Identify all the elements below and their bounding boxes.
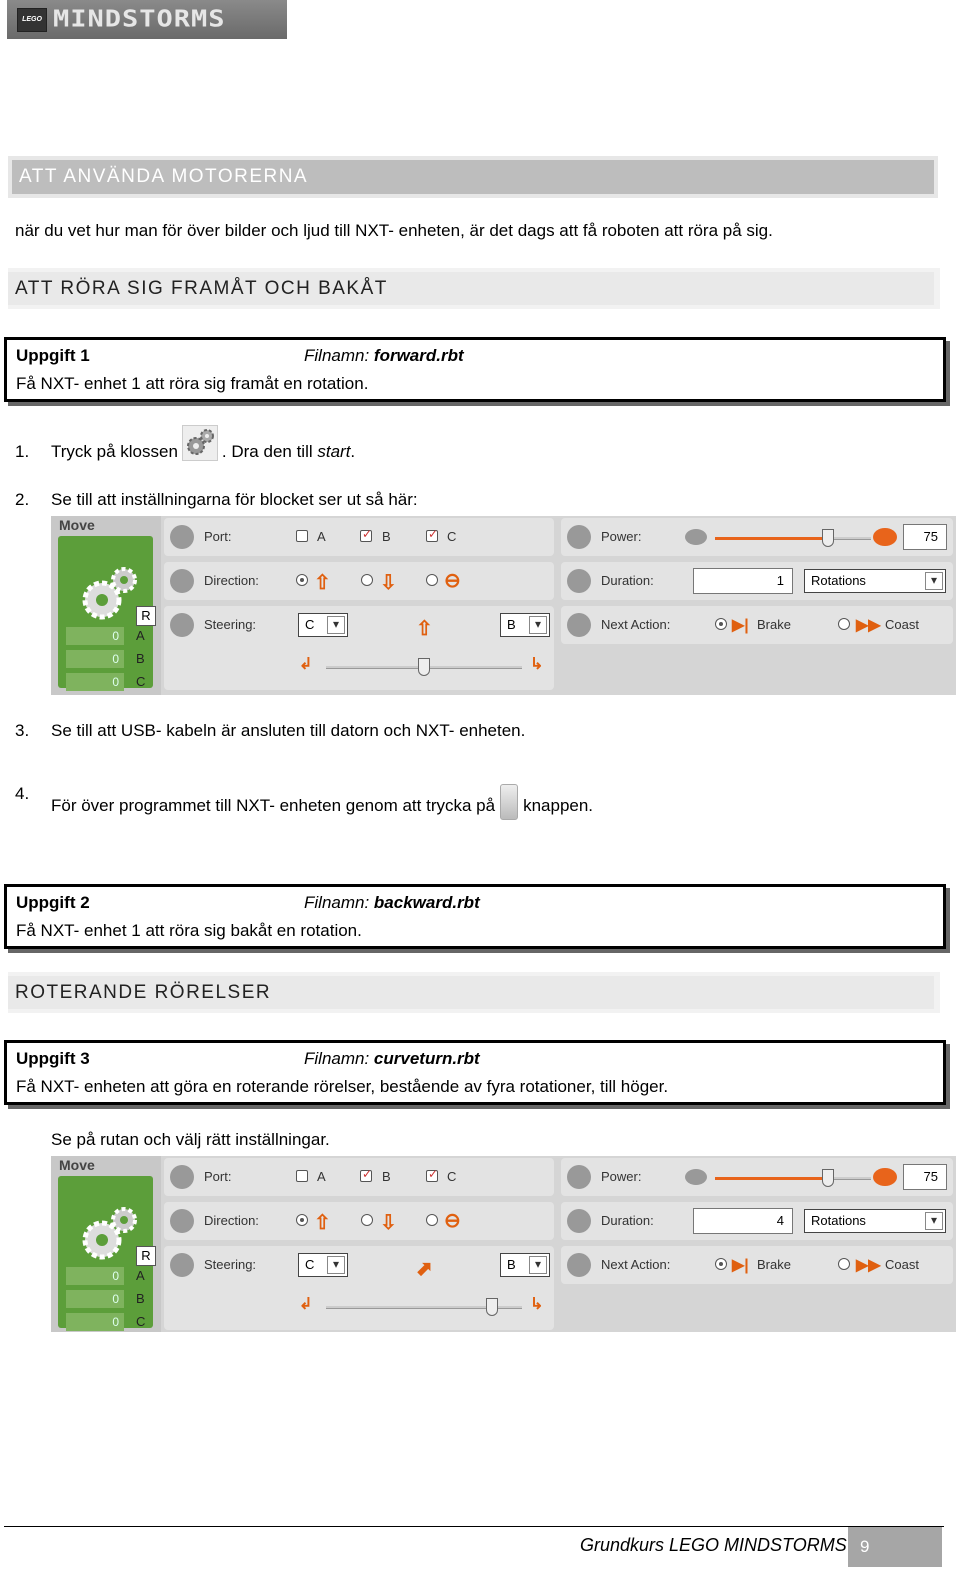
turn-left-icon: ↲	[299, 1296, 313, 1313]
heading-forward	[8, 268, 940, 309]
task-3-box	[4, 1040, 946, 1105]
download-button-icon[interactable]	[500, 784, 518, 820]
task-3-filename	[304, 1045, 480, 1073]
power-icon	[567, 525, 591, 549]
brake-icon: ▶|	[732, 617, 749, 634]
stop-icon: ⊖	[444, 1210, 461, 1232]
duration-value-field[interactable]: 1	[693, 568, 793, 594]
step-1-text-a: Tryck på klossen	[51, 442, 178, 461]
duration-icon	[567, 1209, 591, 1233]
step-3-text: Se till att USB- kabeln är ansluten till datorn och NXT- enheten.	[51, 721, 526, 740]
next-action-label: Next Action:	[601, 1257, 671, 1272]
steering-left-select[interactable]: C ▾	[298, 1253, 348, 1277]
port-c-checkbox[interactable]	[426, 530, 438, 542]
count-a: 0	[66, 627, 124, 645]
brake-label: Brake	[757, 1257, 791, 1272]
motor-status	[58, 536, 153, 688]
steering-icon	[170, 1253, 194, 1277]
task-3-desc: Få NXT- enheten att göra en roterande rörelser, bestående av fyra rotationer, till höger.	[16, 1077, 669, 1096]
step-1	[51, 442, 355, 462]
count-label-b: B	[136, 1291, 145, 1306]
count-label-a: A	[136, 628, 145, 643]
panel-title: Move	[59, 1157, 95, 1173]
count-c: 0	[66, 673, 124, 691]
count-a: 0	[66, 1267, 124, 1285]
next-action-icon	[567, 613, 591, 637]
power-slider-knob[interactable]	[822, 1169, 834, 1187]
step-3-number: 3.	[15, 721, 30, 740]
port-a-label: A	[317, 1169, 326, 1184]
count-label-a: A	[136, 1268, 145, 1283]
power-icon	[567, 1165, 591, 1189]
direction-stop-radio[interactable]	[426, 574, 438, 586]
large-gear-icon	[76, 1202, 142, 1268]
next-action-row	[561, 606, 953, 644]
move-block-panel-1	[51, 516, 956, 695]
heading-forward-text: ATT RÖRA SIG FRAMÅT OCH BAKÅT	[8, 272, 934, 305]
steering-left-select[interactable]: C ▾	[298, 613, 348, 637]
task-3-title: Uppgift 3	[16, 1049, 90, 1068]
filename-label: Filnamn:	[304, 346, 374, 365]
power-low-icon	[685, 1169, 707, 1185]
panel-title: Move	[59, 517, 95, 533]
stop-icon: ⊖	[444, 570, 461, 592]
direction-label: Direction:	[204, 1213, 259, 1228]
direction-icon	[170, 569, 194, 593]
steering-row	[164, 1246, 554, 1330]
step-4-text-a: För över programmet till NXT- enheten genom att trycka på	[51, 796, 496, 815]
duration-label: Duration:	[601, 1213, 654, 1228]
port-b-checkbox[interactable]	[360, 530, 372, 542]
port-icon	[170, 1165, 194, 1189]
heading-rotation	[8, 972, 940, 1013]
port-b-label: B	[382, 529, 391, 544]
direction-forward-radio[interactable]	[296, 1214, 308, 1226]
steering-direction-icon: ⇧	[416, 618, 433, 640]
brake-radio[interactable]	[715, 1258, 727, 1270]
task-1-desc: Få NXT- enhet 1 att röra sig framåt en rotation.	[16, 374, 369, 393]
coast-label: Coast	[885, 1257, 919, 1272]
mindstorms-logo	[7, 0, 287, 39]
filename-value: forward.rbt	[373, 346, 464, 365]
port-b-checkbox[interactable]	[360, 1170, 372, 1182]
arrow-up-icon: ⇧	[314, 572, 331, 594]
steering-slider-knob[interactable]	[418, 658, 430, 676]
duration-row	[561, 562, 953, 600]
port-a-label: A	[317, 529, 326, 544]
filename-label: Filnamn:	[304, 893, 374, 912]
direction-backward-radio[interactable]	[361, 574, 373, 586]
lego-logo: LEGO	[17, 8, 47, 32]
port-label: Port:	[204, 529, 232, 544]
step-1-text-start: start	[317, 442, 351, 461]
direction-label: Direction:	[204, 573, 259, 588]
next-action-row	[561, 1246, 953, 1284]
power-slider-fill	[715, 537, 827, 540]
heading-main-text: ATT ANVÄNDA MOTORERNA	[12, 160, 934, 194]
port-label: Port:	[204, 1169, 232, 1184]
port-row	[164, 518, 554, 556]
power-slider-fill	[715, 1177, 827, 1180]
power-low-icon	[685, 529, 707, 545]
port-c-label: C	[447, 1169, 457, 1184]
filename-value: curveturn.rbt	[373, 1049, 480, 1068]
port-c-label: C	[447, 529, 457, 544]
duration-unit-select[interactable]: Rotations ▾	[804, 569, 946, 593]
steering-slider-knob[interactable]	[486, 1298, 498, 1316]
port-b-label: B	[382, 1169, 391, 1184]
port-a-checkbox[interactable]	[296, 530, 308, 542]
steering-row	[164, 606, 554, 690]
count-b: 0	[66, 1290, 124, 1308]
steering-icon	[170, 613, 194, 637]
power-label: Power:	[601, 1169, 642, 1184]
coast-radio[interactable]	[838, 1258, 850, 1270]
direction-row	[164, 1202, 554, 1240]
coast-icon: ▶▶	[856, 1257, 881, 1274]
count-label-c: C	[136, 1314, 146, 1329]
large-gear-icon	[76, 562, 142, 628]
arrow-down-icon: ⇩	[380, 1212, 397, 1234]
steering-right-select[interactable]: B ▾	[500, 1253, 550, 1277]
filename-label: Filnamn:	[304, 1049, 374, 1068]
port-a-checkbox[interactable]	[296, 1170, 308, 1182]
count-b: 0	[66, 650, 124, 668]
task-2-filename	[304, 889, 480, 917]
move-block-sidebar	[51, 1156, 161, 1332]
move-block-gear-icon[interactable]	[182, 425, 218, 461]
steering-right-select[interactable]: B ▾	[500, 613, 550, 637]
power-slider-knob[interactable]	[822, 529, 834, 547]
step-1-text-b: . Dra den till	[221, 442, 318, 461]
duration-unit-select[interactable]: Rotations ▾	[804, 1209, 946, 1233]
heading-main	[8, 156, 938, 198]
steering-label: Steering:	[204, 1257, 257, 1272]
steering-direction-icon: ⬈	[416, 1258, 433, 1280]
count-label-b: B	[136, 651, 145, 666]
count-c: 0	[66, 1313, 124, 1331]
filename-value: backward.rbt	[373, 893, 480, 912]
footer-divider	[4, 1526, 944, 1527]
direction-icon	[170, 1209, 194, 1233]
task-2-box	[4, 884, 946, 949]
task-1-box	[4, 337, 946, 402]
steering-label: Steering:	[204, 617, 257, 632]
power-row	[561, 1158, 953, 1196]
direction-stop-radio[interactable]	[426, 1214, 438, 1226]
direction-forward-radio[interactable]	[296, 574, 308, 586]
step-4-text-b: knappen.	[523, 796, 594, 815]
coast-radio[interactable]	[838, 618, 850, 630]
power-value-field[interactable]: 75	[903, 524, 947, 550]
step-1-number: 1.	[15, 442, 30, 461]
step-2-number: 2.	[15, 490, 30, 509]
task-1-filename	[304, 342, 464, 370]
duration-row	[561, 1202, 953, 1240]
task-2-title: Uppgift 2	[16, 893, 90, 912]
coast-icon: ▶▶	[856, 617, 881, 634]
brake-icon: ▶|	[732, 1257, 749, 1274]
power-high-icon	[873, 528, 897, 546]
intro-text: när du vet hur man för över bilder och ljud till NXT- enheten, är det dags att få roboten att röra på sig.	[15, 221, 773, 240]
page-number: 9	[848, 1527, 942, 1567]
power-label: Power:	[601, 529, 642, 544]
turn-right-icon: ↳	[530, 1296, 544, 1313]
coast-label: Coast	[885, 617, 919, 632]
duration-value-field[interactable]: 4	[693, 1208, 793, 1234]
direction-row	[164, 562, 554, 600]
task-3-hint: Se på rutan och välj rätt inställningar.	[51, 1130, 330, 1149]
duration-icon	[567, 569, 591, 593]
step-1-text-d: .	[350, 442, 356, 461]
brake-label: Brake	[757, 617, 791, 632]
next-action-label: Next Action:	[601, 617, 671, 632]
step-4-number: 4.	[15, 784, 30, 803]
next-action-icon	[567, 1253, 591, 1277]
port-c-checkbox[interactable]	[426, 1170, 438, 1182]
duration-label: Duration:	[601, 573, 654, 588]
move-block-sidebar	[51, 516, 161, 695]
power-value-field[interactable]: 75	[903, 1164, 947, 1190]
port-icon	[170, 525, 194, 549]
heading-rotation-text: ROTERANDE RÖRELSER	[8, 976, 934, 1009]
port-row	[164, 1158, 554, 1196]
brake-radio[interactable]	[715, 618, 727, 630]
motor-status	[58, 1176, 153, 1328]
reset-port-r[interactable]: R	[136, 1246, 156, 1266]
move-block-panel-2	[51, 1156, 956, 1332]
mindstorms-wordmark: MINDSTORMS	[53, 6, 226, 33]
count-label-c: C	[136, 674, 146, 689]
power-row	[561, 518, 953, 556]
footer-text: Grundkurs LEGO MINDSTORMS	[580, 1535, 847, 1555]
task-1-title: Uppgift 1	[16, 346, 90, 365]
power-high-icon	[873, 1168, 897, 1186]
turn-right-icon: ↳	[530, 656, 544, 673]
arrow-up-icon: ⇧	[314, 1212, 331, 1234]
arrow-down-icon: ⇩	[380, 572, 397, 594]
direction-backward-radio[interactable]	[361, 1214, 373, 1226]
step-4	[51, 784, 593, 816]
step-2-text: Se till att inställningarna för blocket ser ut så här:	[51, 490, 418, 509]
turn-left-icon: ↲	[299, 656, 313, 673]
task-2-desc: Få NXT- enhet 1 att röra sig bakåt en rotation.	[16, 921, 362, 940]
reset-port-r[interactable]: R	[136, 606, 156, 626]
